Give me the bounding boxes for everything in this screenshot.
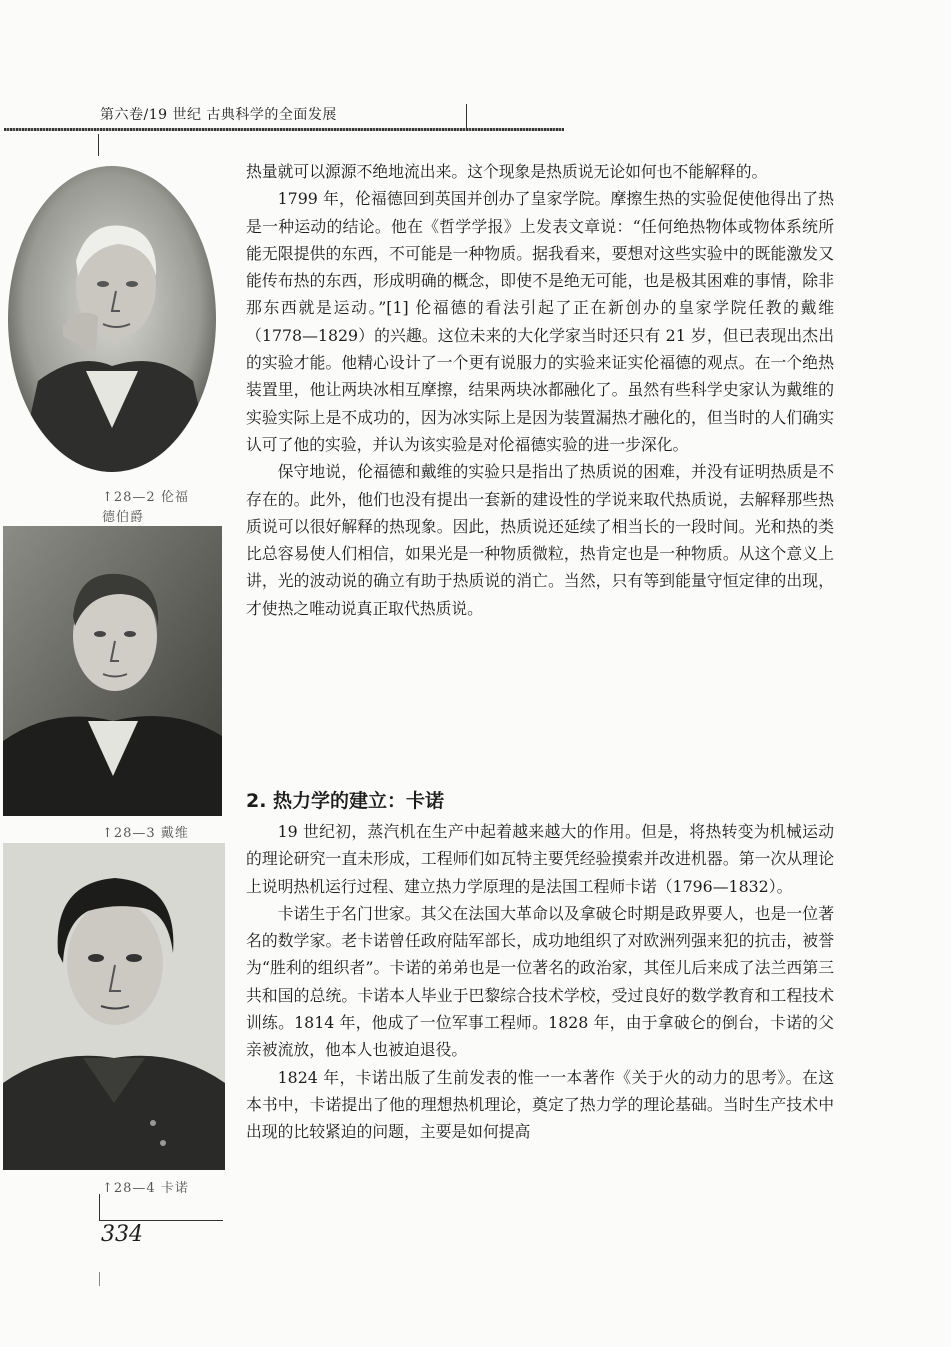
figure-caption-rumford-cont: 德伯爵: [102, 510, 145, 525]
page-number: 334: [101, 1222, 143, 1247]
portrait-davy: [3, 526, 222, 816]
figure-caption-davy: ↑28—3 戴维: [102, 826, 189, 841]
paragraph: 1824 年，卡诺出版了生前发表的惟一一本著作《关于火的动力的思考》。在这本书中，卡诺提出了他的理想热机理论，奠定了热力学的理论基础。当时生产技术中出现的比较紧迫的问题，主要是如何提高: [246, 1067, 834, 1142]
margin-rule: [98, 134, 99, 156]
figure-caption-rumford: ↑28—2 伦福: [102, 490, 189, 505]
running-header: [100, 104, 472, 134]
portrait-carnot: [3, 843, 225, 1170]
paragraph: 1799 年，伦福德回到英国并创办了皇家学院。摩擦生热的实验促使他得出了热是一种运动的结论。他在《哲学学报》上发表文章说：“任何绝热物体或物体系统所能无限提供的东西，不可能是一种物质。据我看来，要想对这些实验中的既能激发又能传布热的东西，形成明确的概念，即使不是绝无可能，也是极其困难的事情，除非那东西就是运动。”[1] 伦福德的看法引起了正在新创办的皇家学院任教的戴维（1778—1829）的兴趣。这位未来的大化学家当时还只有 21 岁，但已表现出杰出的实验才能。他精心设计了一个更有说服力的实验来证实伦福德的观点。在一个绝热装置里，他让两块冰相互摩擦，结果两块冰都融化了。虽然有些科学史家认为戴维的实验实际上是不成功的，因为冰实际上是因为装置漏热才融化的，但当时的人们确实认可了他的实验，并认为该实验是对伦福德实验的进一步深化。: [246, 189, 834, 454]
header-rule: [4, 128, 564, 131]
footer-rule-vertical: [99, 1194, 100, 1220]
section-heading: 2. 热力学的建立：卡诺: [246, 790, 445, 812]
header-divider: [466, 104, 467, 130]
running-title: 第六卷/19 世纪 古典科学的全面发展: [100, 107, 337, 123]
portrait-rumford: [8, 166, 216, 473]
paragraph: 19 世纪初，蒸汽机在生产中起着越来越大的作用。但是，将热转变为机械运动的理论研究一直未形成，工程师们如瓦特主要凭经验摸索并改进机器。第一次从理论上说明热机运行过程、建立热力学原理的是法国工程师卡诺（1796—1832）。: [246, 822, 834, 896]
footer-mark: [99, 1272, 100, 1286]
paragraph: 保守地说，伦福德和戴维的实验只是指出了热质说的困难，并没有证明热质是不存在的。此外，他们也没有提出一套新的建设性的学说来取代热质说，去解释那些热质说可以很好解释的热现象。因此，热质说还延续了相当长的一段时间。光和热的类比总容易使人们相信，如果光是一种物质微粒，热肯定也是一种物质。从这个意义上讲，光的波动说的确立有助于热质说的消亡。当然，只有等到能量守恒定律的出现，才使热之唯动说真正取代热质说。: [246, 462, 834, 618]
paragraph: 卡诺生于名门世家。其父在法国大革命以及拿破仑时期是政界要人，也是一位著名的数学家。老卡诺曾任政府陆军部长，成功地组织了对欧洲列强来犯的抗击，被誉为“胜利的组织者”。卡诺的弟弟也是一位著名的政治家，其侄儿后来成了法兰西第三共和国的总统。卡诺本人毕业于巴黎综合技术学校，受过良好的数学教育和工程技术训练。1814 年，他成了一位军事工程师。1828 年，由于拿破仑的倒台，卡诺的父亲被流放，他本人也被迫退役。: [246, 903, 834, 1060]
figure-caption-carnot: ↑28—4 卡诺: [102, 1181, 189, 1196]
paragraph: 热量就可以源源不绝地流出来。这个现象是热质说无论如何也不能解释的。: [246, 162, 768, 181]
body-text-upper: [246, 158, 834, 622]
body-text-lower: [246, 818, 834, 1146]
footer-rule: [99, 1220, 223, 1221]
